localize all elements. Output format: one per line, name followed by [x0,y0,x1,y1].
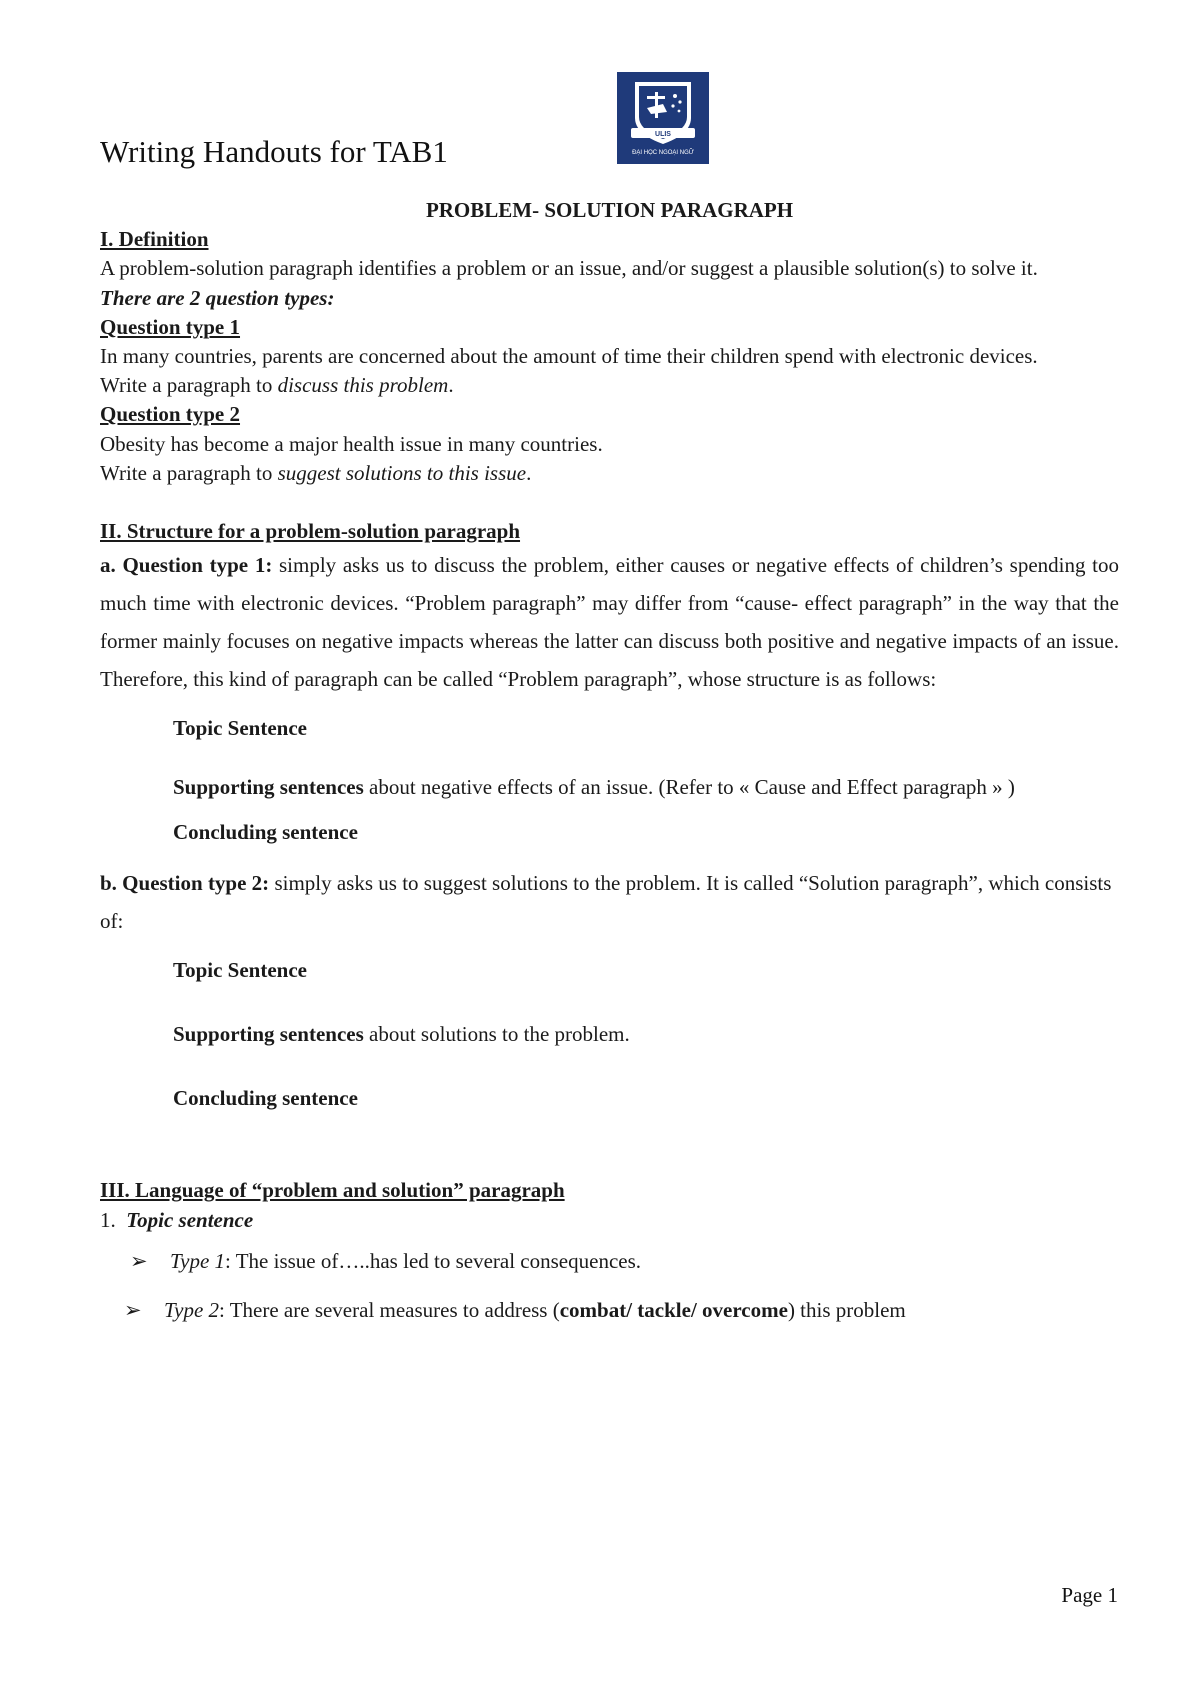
question-type1-heading: Question type 1 [100,314,241,339]
arrow-bullet-icon: ➢ [130,1248,148,1273]
section2-heading: II. Structure for a problem-solution paragraph [100,519,521,544]
structure-b-topic: Topic Sentence [173,958,307,983]
section3-heading: III. Language of “problem and solution” paragraph [100,1178,565,1203]
language-type2: ➢ Type 2: There are several measures to address (combat/ tackle/ overcome) this problem [100,1296,1119,1325]
doc-title: PROBLEM- SOLUTION PARAGRAPH [425,198,794,222]
types-intro: There are 2 question types: [100,285,335,310]
document-body [100,196,1119,1325]
structure-b-supporting: Supporting sentences about solutions to the problem. [173,1022,630,1047]
question-type1-task: Write a paragraph to discuss this problem. [100,373,454,398]
question-type1-text: In many countries, parents are concerned about the amount of time their children spend with electronic devices. [100,344,1038,369]
question-type2-explanation: b. Question type 2: simply asks us to suggest solutions to the problem. It is called “Solution paragraph”, which consists of: [100,871,1112,934]
section1-heading: I. Definition [100,227,209,252]
logo-text-bottom: ĐẠI HỌC NGOẠI NGỮ [632,150,694,156]
structure-a-topic: Topic Sentence [173,716,307,741]
question-type1-explanation: a. Question type 1: simply asks us to discuss the problem, either causes or negative effects of children’s spending too much time with electronic devices. “Problem paragraph” may differ from “cause- effect paragraph” in the way that the former mainly focuses on negative impacts whereas the latter can discuss both positive and negative impacts of an issue. Therefore, this kind of paragraph can be called “Problem paragraph”, whose structure is as follows: [100,553,1119,692]
question-type2-heading: Question type 2 [100,402,241,427]
structure-a-concluding: Concluding sentence [173,820,358,845]
question-type2-text: Obesity has become a major health issue in many countries. [100,431,603,456]
arrow-bullet-icon: ➢ [124,1298,142,1323]
structure-a-supporting: Supporting sentences about negative effects of an issue. (Refer to « Cause and Effect paragraph » ) [173,775,1015,800]
language-type1: ➢ Type 1: The issue of…..has led to several consequences. [100,1247,1119,1276]
handout-title: Writing Handouts for TAB1 [100,134,448,169]
university-logo [617,72,709,164]
question-type2-task: Write a paragraph to suggest solutions to this issue. [100,460,532,485]
language-item-topic-sentence: 1. Topic sentence [100,1207,254,1232]
page-number: Page 1 [1061,1583,1118,1607]
definition-text: A problem-solution paragraph identifies a problem or an issue, and/or suggest a plausible solution(s) to solve it. [100,256,1038,281]
logo-text-top: ULIS [655,131,671,138]
structure-b-concluding: Concluding sentence [173,1086,358,1111]
